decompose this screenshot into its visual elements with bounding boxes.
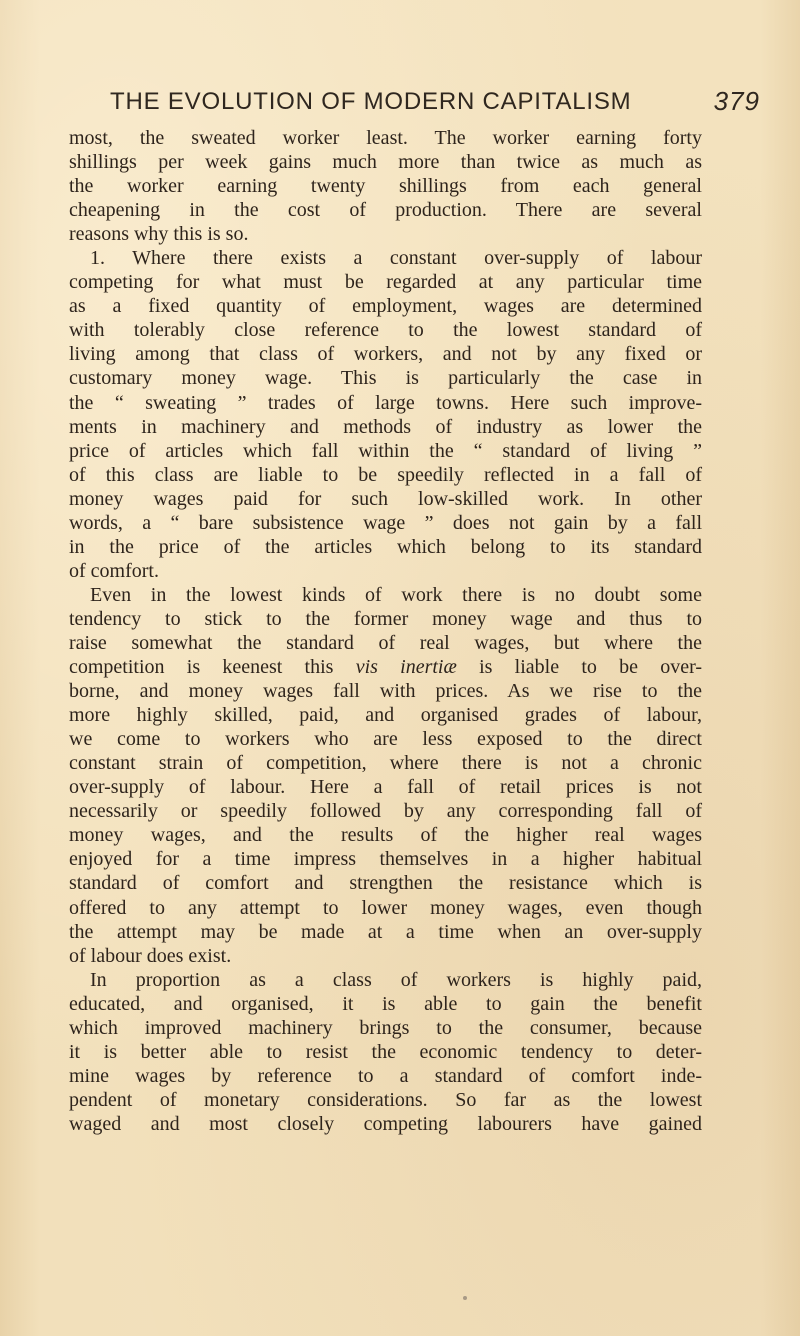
running-head-title: THE EVOLUTION OF MODERN CAPITALISM — [110, 88, 632, 115]
text-line: the “ sweating ” trades of large towns. Here such improve- — [69, 391, 702, 414]
text-line: reasons why this is so. — [69, 223, 249, 246]
text-line — [69, 655, 702, 679]
body-text — [69, 126, 702, 1136]
text-line: it is better able to resist the economic tendency to deter- — [69, 1040, 702, 1063]
text-segment: is liable to be over- — [479, 656, 703, 679]
text-line: raise somewhat the standard of real wages, but where the — [69, 631, 702, 654]
text-line: mine wages by reference to a standard of comfort inde- — [69, 1064, 702, 1087]
text-line: as a fixed quantity of employment, wages are determined — [69, 295, 702, 318]
text-line: of labour does exist. — [69, 944, 232, 967]
text-line: price of articles which fall within the “ standard of living ” — [69, 439, 702, 462]
text-line: money wages, and the results of the higher real wages — [69, 824, 702, 847]
text-line: of this class are liable to be speedily reflected in a fall of — [69, 463, 702, 486]
text-line: enjoyed for a time impress themselves in a higher habitual — [69, 848, 702, 871]
text-line: we come to workers who are less exposed to the direct — [69, 728, 702, 751]
text-line: offered to any attempt to lower money wages, even though — [69, 896, 702, 919]
text-line: pendent of monetary considerations. So far as the lowest — [69, 1088, 702, 1111]
text-line: of comfort. — [69, 559, 159, 582]
text-line: waged and most closely competing labourers have gained — [69, 1112, 702, 1135]
page-number: 379 — [713, 86, 760, 116]
text-line: more highly skilled, paid, and organised grades of labour, — [69, 704, 702, 727]
text-line: with tolerably close reference to the lowest standard of — [69, 319, 702, 342]
text-line: living among that class of workers, and not by any fixed or — [69, 343, 702, 366]
text-line: over-supply of labour. Here a fall of retail prices is not — [69, 776, 702, 799]
text-line: money wages paid for such low-skilled work. In other — [69, 487, 702, 510]
text-line: customary money wage. This is particularly the case in — [69, 367, 702, 390]
text-line: standard of comfort and strengthen the resistance which is — [69, 872, 702, 895]
italic-phrase: vis inertiæ — [355, 656, 457, 679]
text-line: competing for what must be regarded at any particular time — [69, 271, 702, 294]
text-line: necessarily or speedily followed by any corresponding fall of — [69, 800, 702, 823]
text-segment: competition is keenest this — [69, 656, 334, 679]
text-line: the worker earning twenty shillings from each general — [69, 175, 702, 198]
text-line: which improved machinery brings to the consumer, because — [69, 1016, 702, 1039]
text-line: constant strain of competition, where there is not a chronic — [69, 752, 702, 775]
text-line: In proportion as a class of workers is highly paid, — [90, 968, 702, 991]
text-line: in the price of the articles which belong to its standard — [69, 535, 702, 558]
text-line: words, a “ bare subsistence wage ” does not gain by a fall — [69, 511, 702, 534]
text-line: shillings per week gains much more than twice as much as — [69, 151, 702, 174]
text-line: ments in machinery and methods of industry as lower the — [69, 415, 702, 438]
print-speck — [463, 1296, 467, 1300]
text-line: tendency to stick to the former money wage and thus to — [69, 607, 702, 630]
text-line: the attempt may be made at a time when an over-supply — [69, 920, 702, 943]
text-line: borne, and money wages fall with prices. As we rise to the — [69, 680, 702, 703]
text-line: 1. Where there exists a constant over-supply of labour — [90, 247, 702, 270]
text-line: educated, and organised, it is able to gain the benefit — [69, 992, 702, 1015]
text-line: cheapening in the cost of production. There are several — [69, 199, 702, 222]
running-head — [110, 88, 760, 118]
text-line: Even in the lowest kinds of work there is no doubt some — [90, 583, 702, 606]
text-line: most, the sweated worker least. The worker earning forty — [69, 127, 702, 149]
